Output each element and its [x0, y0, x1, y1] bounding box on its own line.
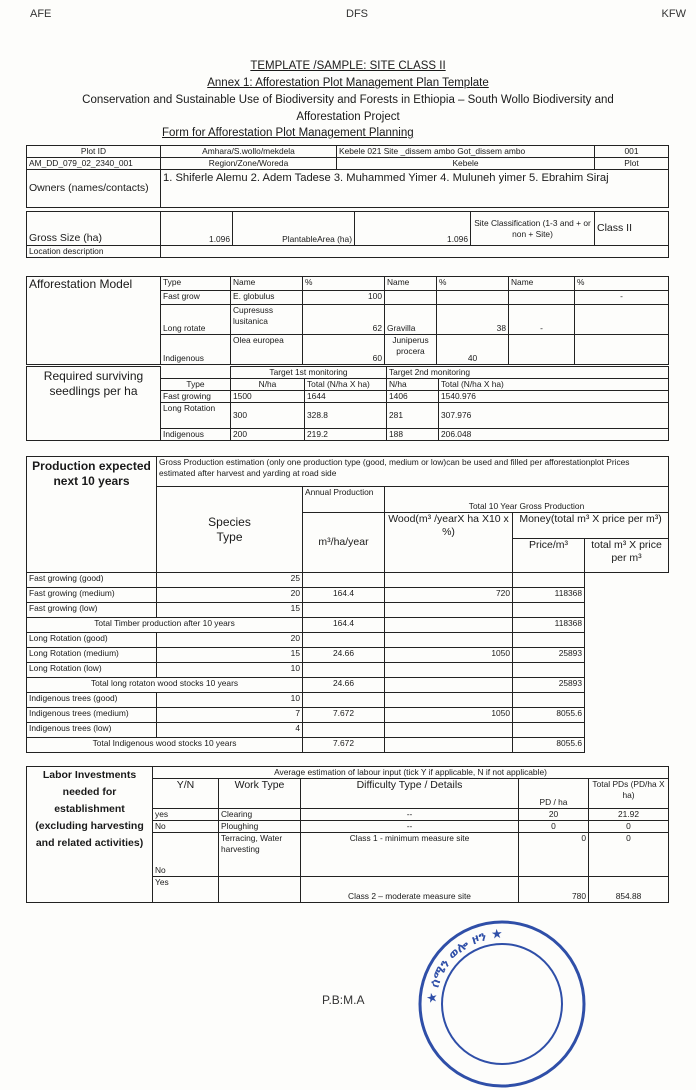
target-2-header: Target 2nd monitoring: [387, 367, 669, 379]
gross-size-label: Gross Size (ha): [27, 212, 161, 246]
production-row: [27, 723, 669, 738]
labor-diff: Class 2 – moderate measure site: [301, 877, 519, 903]
location-label: Location description: [27, 246, 161, 258]
production-row: [27, 663, 669, 678]
production-row: [27, 708, 669, 723]
wood-value: [303, 663, 385, 678]
production-row: [27, 588, 669, 603]
seed-nha: 300: [231, 403, 305, 429]
labor-pd: 780: [519, 877, 589, 903]
species-type-header: Species Type: [157, 487, 303, 573]
model-pct-header: %: [437, 277, 509, 291]
labor-work: Clearing: [219, 809, 301, 821]
model-species: Juniperus procera: [385, 335, 437, 365]
plantable-value: 1.096: [355, 212, 471, 246]
production-kind: Long Rotation (good): [27, 633, 157, 648]
seed-nha2-header: N/ha: [387, 379, 439, 391]
production-kind: Long Rotation (low): [27, 663, 157, 678]
labor-note: Average estimation of labour input (tick Y if applicable, N if not applicable): [153, 767, 669, 779]
model-pct: 100: [303, 291, 385, 305]
seed-nha-header: N/ha: [231, 379, 305, 391]
wood-value: 164.4: [303, 618, 385, 633]
svg-text:★ ሰሜን ወሎ ዞን ★: [425, 927, 504, 1005]
model-pct: 38: [437, 305, 509, 335]
total-value: 118368: [513, 618, 585, 633]
pd-ha-header: PD / ha: [519, 779, 589, 809]
seed-nha2: 1406: [387, 391, 439, 403]
annual-value: 4: [157, 723, 303, 738]
model-type: Long rotate: [161, 305, 231, 335]
price-value: [385, 723, 513, 738]
total-value: [513, 723, 585, 738]
footer-initials: P.B:M.A: [322, 993, 365, 1007]
labor-total: 0: [589, 833, 669, 877]
seed-type-header: Type: [161, 379, 231, 391]
plot-label: Plot: [595, 158, 669, 170]
labor-work: Terracing, Water harvesting: [219, 833, 301, 877]
model-name-header: Name: [509, 277, 575, 291]
model-label: Afforestation Model: [27, 277, 161, 365]
model-type: Indigenous: [161, 335, 231, 365]
model-species: [509, 335, 575, 365]
labor-pd: 20: [519, 809, 589, 821]
annual-value: 7: [157, 708, 303, 723]
price-value: [385, 618, 513, 633]
top-table: [26, 145, 669, 208]
seedlings-label: Required surviving seedlings per ha: [27, 367, 161, 441]
wood-value: [303, 603, 385, 618]
price-value: 1050: [385, 708, 513, 723]
labor-pd: 0: [519, 833, 589, 877]
wood-value: 164.4: [303, 588, 385, 603]
labor-table: [26, 766, 669, 903]
model-species: [385, 291, 437, 305]
wood-value: [303, 633, 385, 648]
owners-label: Owners (names/contacts): [27, 170, 161, 208]
model-pct: [437, 291, 509, 305]
work-type-header: Work Type: [219, 779, 301, 809]
kebele-info: Kebele 021 Site _dissem ambo Got_dissem ambo: [337, 146, 595, 158]
plot-id-label: Plot ID: [27, 146, 161, 158]
seed-nha: 1500: [231, 391, 305, 403]
difficulty-header: Difficulty Type / Details: [301, 779, 519, 809]
total-value: 118368: [513, 588, 585, 603]
production-row: [27, 633, 669, 648]
production-total-row: [27, 618, 669, 633]
header-left: AFE: [30, 8, 52, 20]
labor-total: 0: [589, 821, 669, 833]
production-kind: Fast growing (medium): [27, 588, 157, 603]
model-pct: 40: [437, 335, 509, 365]
seed-total: 1644: [305, 391, 387, 403]
model-species: Cupresuss lusitanica: [231, 305, 303, 335]
annual-value: 25: [157, 573, 303, 588]
official-stamp: [416, 918, 588, 1090]
production-kind: Indigenous trees (medium): [27, 708, 157, 723]
labor-pd: 0: [519, 821, 589, 833]
total-value: [513, 663, 585, 678]
annex-title: Annex 1: Afforestation Plot Management Plan Template: [207, 77, 489, 89]
seed-total2: 206.048: [439, 429, 669, 441]
header-right: KFW: [661, 8, 686, 20]
wood-value: 7.672: [303, 708, 385, 723]
labor-work: Ploughing: [219, 821, 301, 833]
model-type-header: Type: [161, 277, 231, 291]
wood-value: 7.672: [303, 738, 385, 753]
site-class-label: Site Classification (1-3 and + or non + Site): [471, 212, 595, 246]
price-value: [385, 678, 513, 693]
seed-nha2: 281: [387, 403, 439, 429]
annual-value: 15: [157, 648, 303, 663]
seed-total-header: Total (N/ha X ha): [305, 379, 387, 391]
total-pd-header: Total PDs (PD/ha X ha): [589, 779, 669, 809]
price-value: 1050: [385, 648, 513, 663]
annual-value: 20: [157, 633, 303, 648]
price-value: [385, 663, 513, 678]
gross-size-value: 1.096: [161, 212, 233, 246]
total-value: 25893: [513, 648, 585, 663]
model-name-header: Name: [231, 277, 303, 291]
production-row: [27, 603, 669, 618]
plantable-label: PlantableArea (ha): [233, 212, 355, 246]
labor-work: [219, 877, 301, 903]
production-row: [27, 573, 669, 588]
price-value: [385, 738, 513, 753]
annual-value: 10: [157, 663, 303, 678]
production-kind: Indigenous trees (good): [27, 693, 157, 708]
price-value: [385, 693, 513, 708]
model-name-header: Name: [385, 277, 437, 291]
owners-names: 1. Shiferle Alemu 2. Adem Tadese 3. Muhammed Yimer 4. Muluneh yimer 5. Ebrahim Siraj: [161, 170, 669, 208]
labor-total: 21.92: [589, 809, 669, 821]
seed-total2: 307.976: [439, 403, 669, 429]
labor-yn: No: [153, 821, 219, 833]
model-pct: [575, 335, 669, 365]
model-type: Fast grow: [161, 291, 231, 305]
total-value: [513, 603, 585, 618]
annual-value: 10: [157, 693, 303, 708]
model-pct-header: %: [303, 277, 385, 291]
plot-id-value: AM_DD_079_02_2340_001: [27, 158, 161, 170]
region-value: Amhara/S.wollo/mekdela: [161, 146, 337, 158]
labor-yn: No: [153, 833, 219, 877]
production-kind: Total Indigenous wood stocks 10 years: [27, 738, 303, 753]
seed-total: 328.8: [305, 403, 387, 429]
wood-value: [303, 573, 385, 588]
yn-header: Y/N: [153, 779, 219, 809]
production-total-row: [27, 678, 669, 693]
region-label: Region/Zone/Woreda: [161, 158, 337, 170]
template-title: TEMPLATE /SAMPLE: SITE CLASS II: [250, 60, 446, 72]
total-value: [513, 633, 585, 648]
seedlings-table: [26, 366, 669, 441]
kebele-label: Kebele: [337, 158, 595, 170]
model-pct: [575, 305, 669, 335]
production-label: Production expected next 10 years: [27, 457, 157, 573]
model-species: [509, 291, 575, 305]
total-value: [513, 573, 585, 588]
target-1-header: Target 1st monitoring: [231, 367, 387, 379]
labor-total: 854.88: [589, 877, 669, 903]
unit-header: m³/ha/year: [303, 513, 385, 573]
labor-yn: yes: [153, 809, 219, 821]
stamp-text: ★ ሰሜን ወሎ ዞን ★: [424, 926, 504, 1005]
wood-value: 24.66: [303, 648, 385, 663]
model-pct-header: %: [575, 277, 669, 291]
labor-diff: --: [301, 809, 519, 821]
seed-type: Long Rotation: [161, 403, 231, 429]
price-value: 720: [385, 588, 513, 603]
labor-diff: Class 1 - minimum measure site: [301, 833, 519, 877]
wood-value: [303, 723, 385, 738]
production-row: [27, 693, 669, 708]
production-kind: Indigenous trees (low): [27, 723, 157, 738]
seed-type: Fast growing: [161, 391, 231, 403]
total-value: 8055.6: [513, 708, 585, 723]
annual-value: 20: [157, 588, 303, 603]
production-table: [26, 456, 669, 753]
project-title-2: Afforestation Project: [296, 111, 400, 123]
production-kind: Long Rotation (medium): [27, 648, 157, 663]
price-value: [385, 633, 513, 648]
location-value: [161, 246, 669, 258]
plot-number: 001: [595, 146, 669, 158]
model-species: Gravilla: [385, 305, 437, 335]
labor-diff: --: [301, 821, 519, 833]
production-kind: Fast growing (low): [27, 603, 157, 618]
labor-label: Labor Investments needed for establishment (excluding harvesting and related activities): [27, 767, 153, 903]
seed-type: Indigenous: [161, 429, 231, 441]
model-pct: -: [575, 291, 669, 305]
seed-total2-header: Total (N/ha X ha): [439, 379, 669, 391]
production-kind: Total long rotaton wood stocks 10 years: [27, 678, 303, 693]
total-price-header: total m³ X price per m³: [585, 539, 669, 573]
total-value: [513, 693, 585, 708]
form-title: Form for Afforestation Plot Management Planning: [162, 127, 414, 139]
seed-total: 219.2: [305, 429, 387, 441]
model-species: Olea europea: [231, 335, 303, 365]
gross-table: [26, 211, 669, 258]
price-value: [385, 573, 513, 588]
labor-yn: Yes: [153, 877, 219, 903]
seed-nha2: 188: [387, 429, 439, 441]
total-value: 25893: [513, 678, 585, 693]
production-total-row: [27, 738, 669, 753]
total-value: 8055.6: [513, 738, 585, 753]
production-note: Gross Production estimation (only one production type (good, medium or low)can be used and filled per afforestationplot Prices estimated after harvest and yarding at road side: [157, 457, 669, 487]
model-species: E. globulus: [231, 291, 303, 305]
seed-total2: 1540.976: [439, 391, 669, 403]
site-class-value: Class II: [595, 212, 669, 246]
production-kind: Total Timber production after 10 years: [27, 618, 303, 633]
wood-value: 24.66: [303, 678, 385, 693]
title-block: [30, 58, 666, 126]
model-pct: 60: [303, 335, 385, 365]
wood-value: [303, 693, 385, 708]
annual-value: 15: [157, 603, 303, 618]
annual-production-header: Annual Production: [303, 487, 385, 513]
production-kind: Fast growing (good): [27, 573, 157, 588]
wood-header: Wood(m³ /yearX ha X10 x %): [385, 513, 513, 573]
money-header: Money(total m³ X price per m³): [513, 513, 669, 539]
model-species: -: [509, 305, 575, 335]
price-header: Price/m³: [513, 539, 585, 573]
production-row: [27, 648, 669, 663]
seed-nha: 200: [231, 429, 305, 441]
model-pct: 62: [303, 305, 385, 335]
model-table: [26, 276, 669, 365]
price-value: [385, 603, 513, 618]
header-center: DFS: [346, 8, 368, 20]
project-title: Conservation and Sustainable Use of Biodiversity and Forests in Ethiopia – South Wollo Biodiversity and: [82, 94, 614, 106]
total-10yr-header: Total 10 Year Gross Production: [385, 487, 669, 513]
